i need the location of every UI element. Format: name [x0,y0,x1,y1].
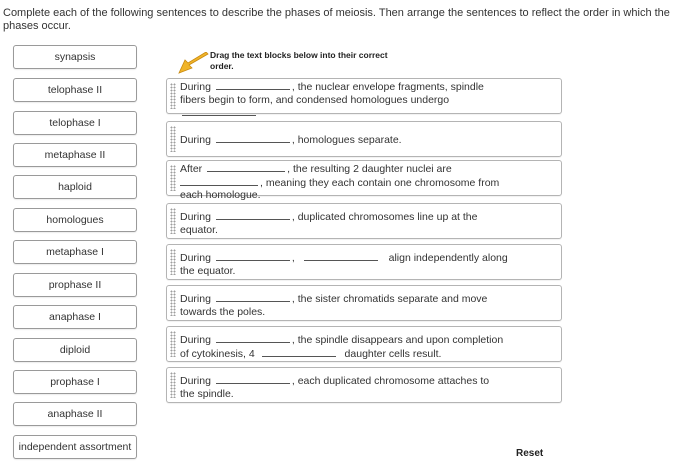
sentence-text: During , the sister chromatids separate and move towards the poles. [180,293,488,318]
answer-blank[interactable] [304,251,378,261]
sentence-block-1[interactable] [166,78,562,114]
drag-handle-icon[interactable] [170,290,176,316]
answer-blank[interactable] [182,106,256,116]
sentence-text: During , homologues separate. [180,134,402,146]
drag-handle-icon[interactable] [170,165,176,191]
word-metaphase-ii[interactable]: metaphase II [13,143,137,167]
sentence-text: During , duplicated chromosomes line up at the equator. [180,211,478,236]
sentence-block-6[interactable] [166,285,562,321]
answer-blank[interactable] [216,292,290,302]
word-synapsis[interactable]: synapsis [13,45,137,69]
sentence-block-5[interactable] [166,244,562,280]
sentence-text: During , align independently along the equator. [180,252,508,277]
word-anaphase-i[interactable]: anaphase I [13,305,137,329]
sentence-text: After , the resulting 2 daughter nuclei are , meaning they each contain one chromosome from each homologue. [180,163,500,201]
drag-hint: Drag the text blocks below into their correct order. [210,50,388,71]
answer-blank[interactable] [262,347,336,357]
answer-blank[interactable] [216,333,290,343]
answer-blank[interactable] [216,210,290,220]
answer-blank[interactable] [216,374,290,384]
word-independent-assortment[interactable]: independent assortment [13,435,137,459]
answer-blank[interactable] [216,80,290,90]
drag-handle-icon[interactable] [170,249,176,275]
sentence-text: During , the nuclear envelope fragments, spindle fibers begin to form, and condensed homologues undergo [180,80,555,120]
word-telophase-ii[interactable]: telophase II [13,78,137,102]
answer-blank[interactable] [180,176,258,186]
word-metaphase-i[interactable]: metaphase I [13,240,137,264]
word-prophase-i[interactable]: prophase I [13,370,137,394]
drag-handle-icon[interactable] [170,331,176,357]
drag-handle-icon[interactable] [170,208,176,234]
answer-blank[interactable] [216,133,290,143]
drag-handle-icon[interactable] [170,126,176,152]
sentence-block-8[interactable] [166,367,562,403]
sentence-block-2[interactable] [166,121,562,157]
word-telophase-i[interactable]: telophase I [13,111,137,135]
word-prophase-ii[interactable]: prophase II [13,273,137,297]
instructions-text: Complete each of the following sentences to describe the phases of meiosis. Then arrange the sentences to reflect the order in which the phases occur. [3,7,670,32]
sentence-text: During , the spindle disappears and upon completion of cytokinesis, 4 daughter cells result. [180,334,504,360]
sentence-text: During , each duplicated chromosome attaches to the spindle. [180,375,490,400]
word-anaphase-ii[interactable]: anaphase II [13,402,137,426]
word-homologues[interactable]: homologues [13,208,137,232]
word-diploid[interactable]: diploid [13,338,137,362]
sentence-block-3[interactable] [166,160,562,201]
sentence-block-7[interactable] [166,326,562,362]
arrow-icon [177,52,209,76]
drag-handle-icon[interactable] [170,372,176,398]
word-haploid[interactable]: haploid [13,175,137,199]
answer-blank[interactable] [207,162,285,172]
reset-button[interactable]: Reset [516,448,544,459]
answer-blank[interactable] [216,251,290,261]
sentence-block-4[interactable] [166,203,562,239]
drag-handle-icon[interactable] [170,83,176,109]
